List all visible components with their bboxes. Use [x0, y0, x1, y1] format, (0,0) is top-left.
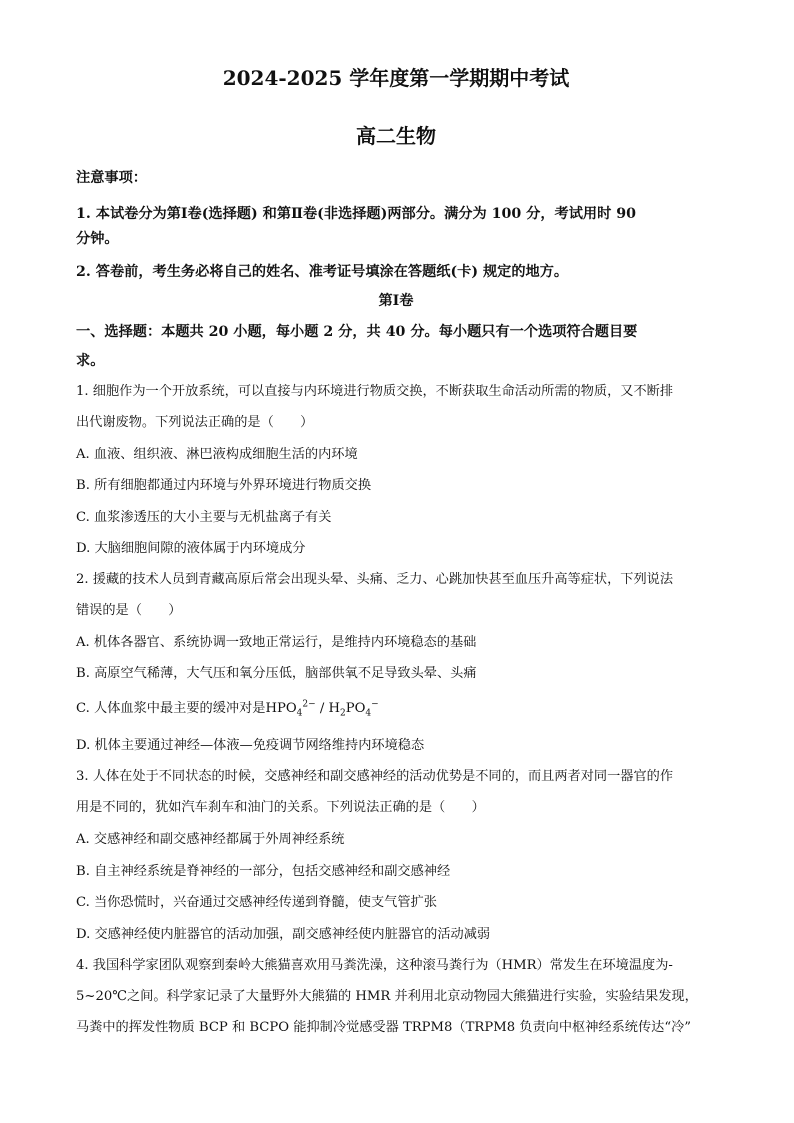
q2-option-c: [76, 699, 379, 719]
exam-subject: 高二生物: [356, 124, 436, 148]
q2-stem-b: 错误的是（ ）: [76, 603, 182, 618]
formula-mid: / H: [315, 701, 340, 716]
section-heading-a: 一、选择题：本题共 20 小题，每小题 2 分，共 40 分。每小题只有一个选项符合题目要: [76, 324, 638, 340]
q3-option-c: C. 当你恐慌时，兴奋通过交感神经传递到脊髓，使支气管扩张: [76, 895, 437, 910]
q1-stem-b: 出代谢废物。下列说法正确的是（ ）: [76, 415, 314, 430]
q1-option-a: A. 血液、组织液、淋巴液构成细胞生活的内环境: [76, 447, 358, 462]
exam-title: 2024-2025 学年度第一学期期中考试: [222, 66, 570, 90]
section-heading-b: 求。: [76, 353, 105, 369]
q2-option-b: B. 高原空气稀薄，大气压和氧分压低，脑部供氧不足导致头晕、头痛: [76, 666, 477, 681]
q2-option-d: D. 机体主要通过神经—体液—免疫调节网络维持内环境稳态: [76, 738, 425, 753]
q2-stem-a: 2. 援藏的技术人员到青藏高原后常会出现头晕、头痛、乏力、心跳加快甚至血压升高等症状，下列说法: [76, 572, 674, 587]
notice-item-1b: 分钟。: [76, 231, 119, 247]
formula-po: PO: [345, 701, 366, 716]
formula-sub-1: 4: [296, 708, 303, 719]
q3-option-a: A. 交感神经和副交感神经都属于外周神经系统: [76, 832, 345, 847]
formula-sup-1: 2−: [302, 699, 316, 710]
q3-option-d: D. 交感神经使内脏器官的活动加强，副交感神经使内脏器官的活动减弱: [76, 927, 491, 942]
q3-stem-b: 用是不同的，犹如汽车刹车和油门的关系。下列说法正确的是（ ）: [76, 800, 485, 815]
q2-option-c-text: C. 人体血浆中最主要的缓冲对是: [76, 701, 266, 716]
q1-option-b: B. 所有细胞都通过内环境与外界环境进行物质交换: [76, 478, 372, 493]
q3-option-b: B. 自主神经系统是脊神经的一部分，包括交感神经和副交感神经: [76, 864, 451, 879]
notice-item-2: 2. 答卷前，考生务必将自己的姓名、准考证号填涂在答题纸(卡) 规定的地方。: [76, 264, 569, 280]
q1-stem-a: 1. 细胞作为一个开放系统，可以直接与内环境进行物质交换，不断获取生命活动所需的物质，又不断排: [76, 384, 674, 399]
q1-option-d: D. 大脑细胞间隙的液体属于内环境成分: [76, 541, 306, 556]
buffer-pair-formula: [265, 699, 378, 719]
q1-option-c: C. 血浆渗透压的大小主要与无机盐离子有关: [76, 510, 332, 525]
volume-heading: 第Ⅰ卷: [378, 293, 414, 309]
formula-sub-3: 4: [365, 708, 372, 719]
q4-stem-b: 5~20℃之间。科学家记录了大量野外大熊猫的 HMR 并利用北京动物园大熊猫进行实验，实验结果发现，: [76, 989, 698, 1004]
q4-stem-c: 马粪中的挥发性物质 BCP 和 BCPO 能抑制冷觉感受器 TRPM8（TRPM8 负责向中枢神经系统传达“冷”: [76, 1020, 692, 1035]
notice-heading: 注意事项：: [76, 170, 147, 186]
notice-item-1a: 1. 本试卷分为第Ⅰ卷(选择题) 和第Ⅱ卷(非选择题)两部分。满分为 100 分，考试用时 90: [76, 206, 636, 222]
formula-sup-3: −: [371, 699, 379, 710]
q4-stem-a: 4. 我国科学家团队观察到秦岭大熊猫喜欢用马粪洗澡，这种滚马粪行为（HMR）常发生在环境温度为-: [76, 958, 673, 973]
formula-hpo: HPO: [265, 701, 297, 716]
q2-option-a: A. 机体各器官、系统协调一致地正常运行，是维持内环境稳态的基础: [76, 635, 477, 650]
q3-stem-a: 3. 人体在处于不同状态的时候，交感神经和副交感神经的活动优势是不同的，而且两者对同一器官的作: [76, 769, 674, 784]
formula-sub-2: 2: [339, 708, 346, 719]
